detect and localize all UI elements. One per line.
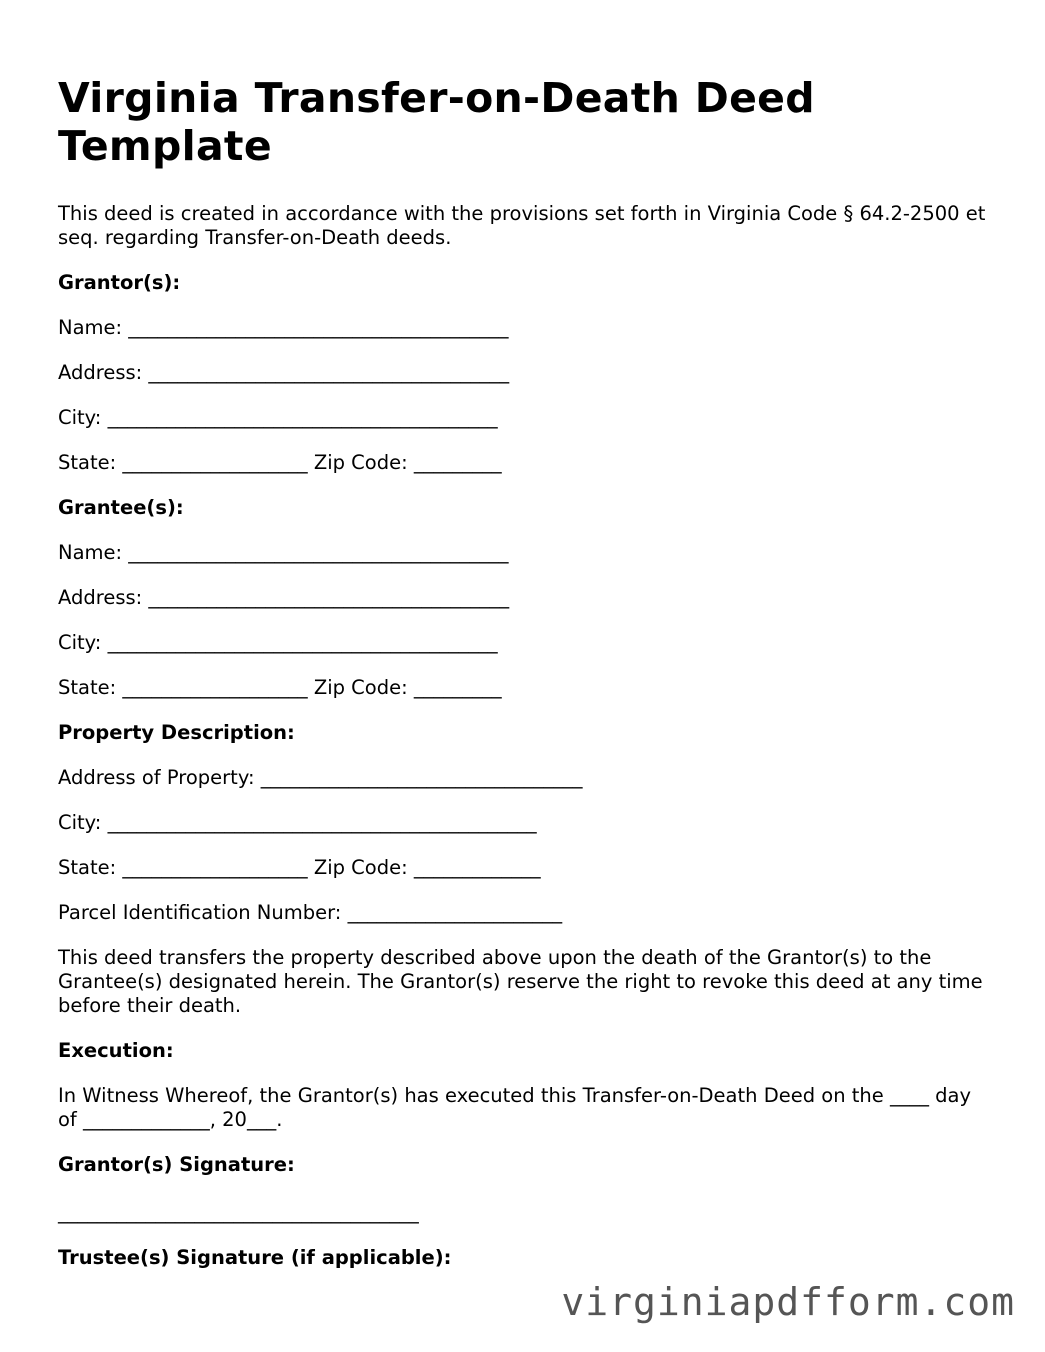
- grantee-state-zip-field: State: ___________________ Zip Code: _________: [58, 676, 502, 699]
- grantor-state-zip-field: State: ___________________ Zip Code: _________: [58, 451, 502, 474]
- grantee-name-field: Name: _______________________________________: [58, 541, 509, 564]
- grantor-heading: Grantor(s):: [58, 271, 181, 294]
- execution-heading: Execution:: [58, 1039, 174, 1062]
- grantor-signature-line: _____________________________________: [58, 1201, 419, 1224]
- property-heading: Property Description:: [58, 721, 295, 744]
- property-address-field: Address of Property: _________________________________: [58, 766, 583, 789]
- grantee-heading: Grantee(s):: [58, 496, 184, 519]
- grantor-address-field: Address: _____________________________________: [58, 361, 510, 384]
- grantor-name-field: Name: _______________________________________: [58, 316, 509, 339]
- parcel-id-field: Parcel Identification Number: ______________________: [58, 901, 563, 924]
- grantee-city-field: City: ________________________________________: [58, 631, 498, 654]
- grantee-address-field: Address: _____________________________________: [58, 586, 510, 609]
- intro-paragraph: This deed is created in accordance with the provisions set forth in Virginia Code § 64.2-2500 et seq. regarding Transfer-on-Death deeds.: [58, 202, 986, 249]
- property-state-zip-field: State: ___________________ Zip Code: _____________: [58, 856, 541, 879]
- trustee-signature-heading: Trustee(s) Signature (if applicable):: [58, 1246, 452, 1269]
- watermark-text: virginiapdfform.com: [561, 1280, 1015, 1324]
- transfer-paragraph: This deed transfers the property described above upon the death of the Grantor(s) to the Grantee(s) designated herein. The Grantor(s) reserve the right to revoke this deed at any time before their death.: [58, 946, 983, 1017]
- page-title: Virginia Transfer-on-Death Deed Template: [58, 74, 815, 170]
- grantor-signature-heading: Grantor(s) Signature:: [58, 1153, 295, 1176]
- grantor-city-field: City: ________________________________________: [58, 406, 498, 429]
- execution-paragraph: In Witness Whereof, the Grantor(s) has executed this Transfer-on-Death Deed on the ____ day of _____________, 20___.: [58, 1084, 972, 1131]
- document-page: [58, 74, 988, 1291]
- property-city-field: City: ____________________________________________: [58, 811, 537, 834]
